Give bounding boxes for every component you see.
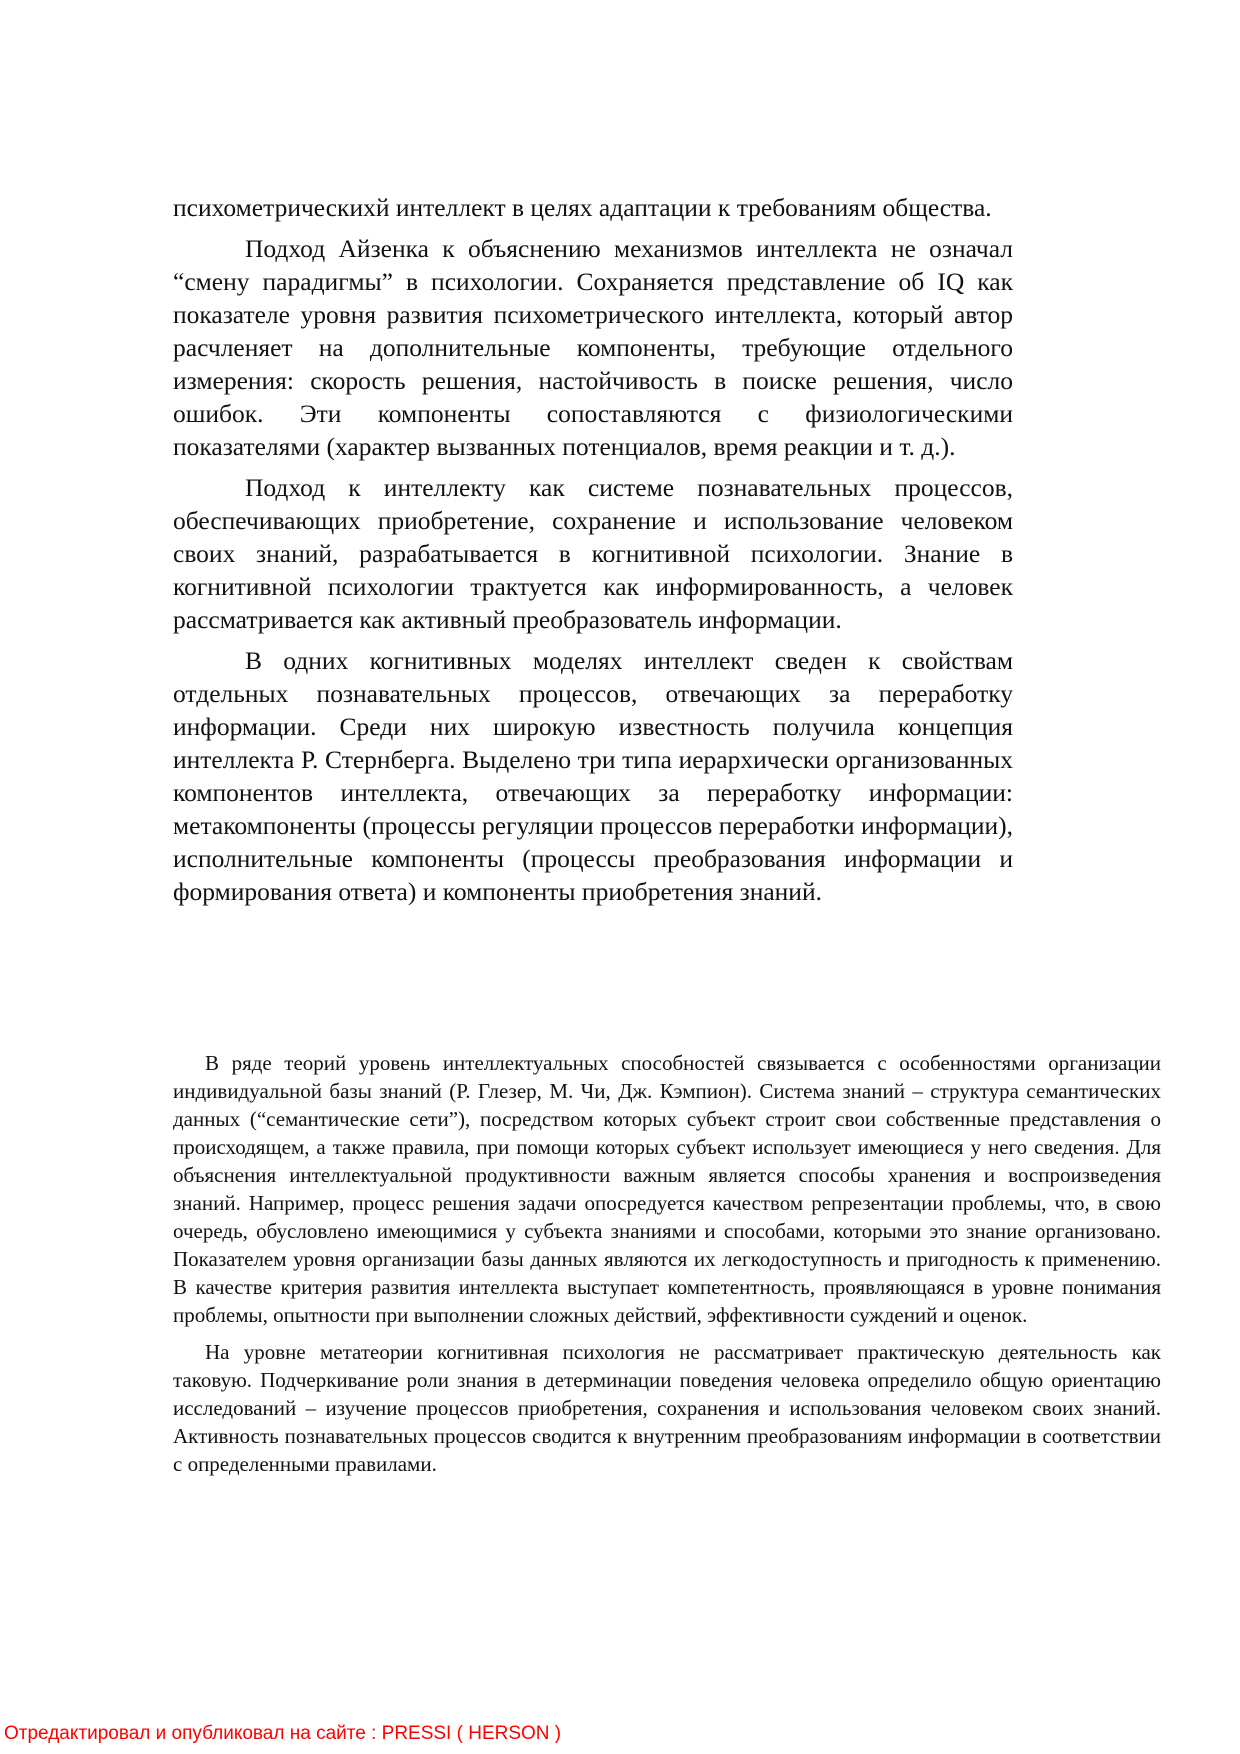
- main-text-block: [173, 191, 1013, 916]
- footer-credit: Отредактировал и опубликовал на сайте : PRESSI ( HERSON ): [4, 1723, 562, 1744]
- paragraph-metatheory: На уровне метатеории когнитивная психология не рассматривает практическую деятельность как таковую. Подчеркивание роли знания в детерминации поведения человека определило общую ориентацию исследований – изучение процессов приобретения, сохранения и использования человеком своих знаний. Активность познавательных процессов сводится к внутренним преобразованиям информации в соответствии с определенными правилами.: [173, 1340, 1161, 1476]
- paragraph-continuation: психометрическихй интеллект в целях адаптации к требованиям общества.: [173, 193, 992, 222]
- paragraph-knowledge-base: В ряде теорий уровень интеллектуальных способностей связывается с особенностями организации индивидуальной базы знаний (Р. Глезер, М. Чи, Дж. Кэмпион). Система знаний – структура семантических данных (“семантические сети”), посредством которых субъект строит свои собственные представления о происходящем, а также правила, при помощи которых субъект использует имеющиеся у него сведения. Для объяснения интеллектуальной продуктивности важным является способы хранения и воспроизведения знаний. Например, процесс решения задачи опосредуется качеством репрезентации проблемы, что, в свою очередь, обусловлено имеющимися у субъекта знаниями и способами, которыми это знание организовано. Показателем уровня организации базы данных являются их легкодоступность и пригодность к применению. В качестве критерия развития интеллекта выступает компетентность, проявляющаяся в уровне понимания проблемы, опытности при выполнении сложных действий, эффективности суждений и оценок.: [173, 1051, 1161, 1327]
- small-text-block: [173, 1049, 1161, 1487]
- paragraph-eysenck-approach: Подход Айзенка к объяснению механизмов интеллекта не означал “смену парадигмы” в психологии. Сохраняется представление об IQ как показателе уровня развития психометрического интеллекта, который автор расчленяет на дополнительные компоненты, требующие отдельного измерения: скорость решения, настойчивость в поиске решения, число ошибок. Эти компоненты сопоставляются с физиологическими показателями (характер вызванных потенциалов, время реакции и т. д.).: [173, 234, 1013, 461]
- paragraph-cognitive-approach: Подход к интеллекту как системе познавательных процессов, обеспечивающих приобретение, сохранение и использование человеком своих знаний, разрабатывается в когнитивной психологии. Знание в когнитивной психологии трактуется как информированность, а человек рассматривается как активный преобразователь информации.: [173, 473, 1013, 634]
- paragraph-sternberg-model: В одних когнитивных моделях интеллект сведен к свойствам отдельных познавательных процессов, отвечающих за переработку информации. Среди них широкую известность получила концепция интеллекта Р. Стернберга. Выделено три типа иерархически организованных компонентов интеллекта, отвечающих за переработку информации: метакомпоненты (процессы регуляции процессов переработки информации), исполнительные компоненты (процессы преобразования информации и формирования ответа) и компоненты приобретения знаний.: [173, 646, 1013, 906]
